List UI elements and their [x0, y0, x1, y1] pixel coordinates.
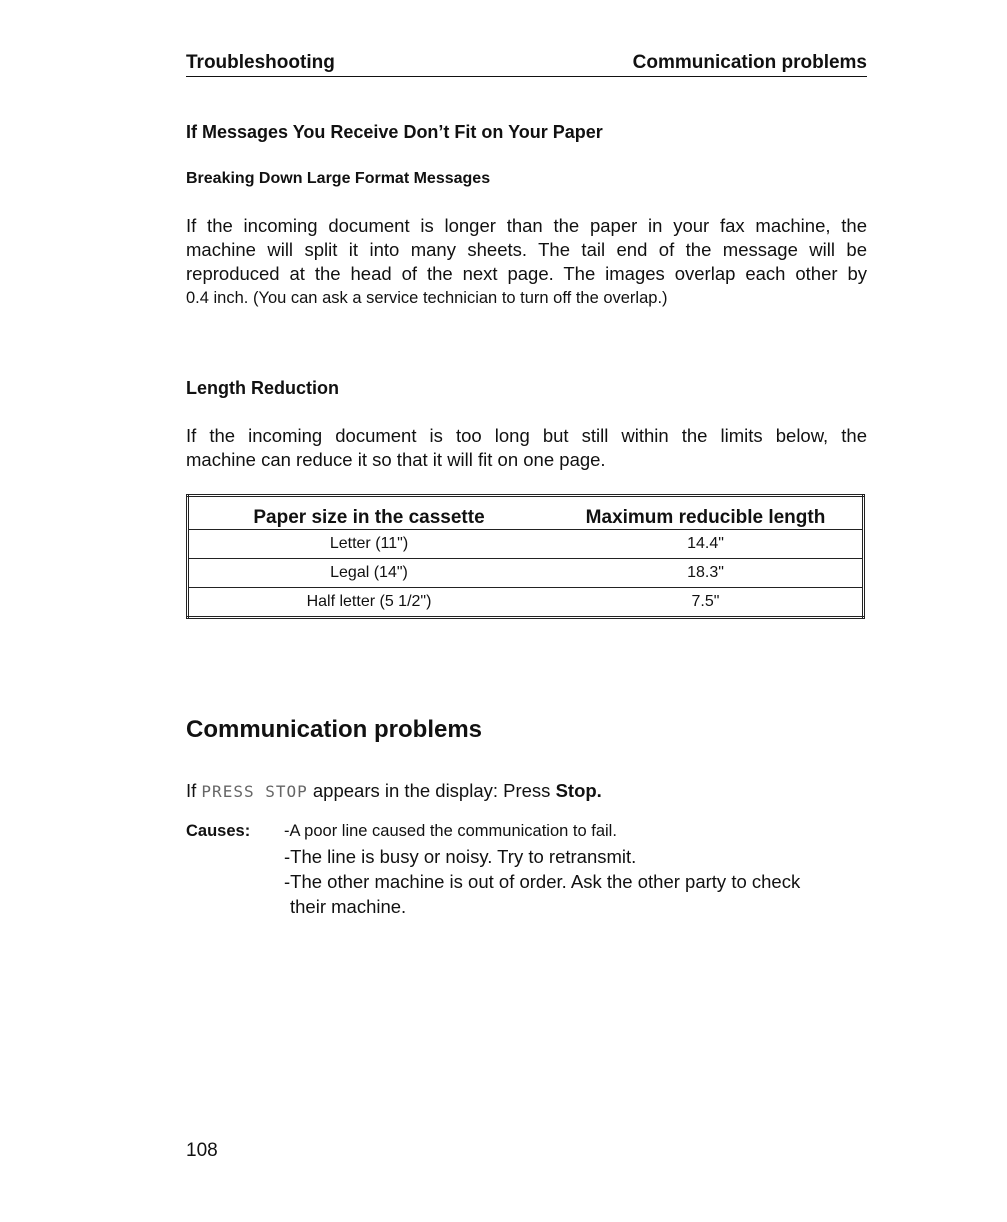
paragraph-line: If the incoming document is too long but still within the limits below, the	[186, 425, 867, 446]
section-title-paper-fit: If Messages You Receive Don’t Fit on Your Paper	[186, 122, 603, 142]
table-row	[188, 559, 864, 588]
paragraph-line: If the incoming document is longer than the paper in your fax machine, the	[186, 215, 867, 236]
causes-label: Causes:	[186, 822, 251, 840]
header-section: Communication problems	[632, 52, 867, 73]
cause-item: their machine.	[290, 896, 407, 917]
table-cell-max-length: 7.5"	[691, 593, 720, 610]
paragraph-length-reduction	[186, 424, 867, 472]
cause-item: -The line is busy or noisy. Try to retransmit.	[284, 846, 637, 867]
paragraph-line: machine can reduce it so that it will fit on one page.	[186, 449, 606, 470]
page-number: 108	[186, 1140, 218, 1161]
table-cell-paper-size: Letter (11")	[188, 530, 550, 559]
length-reduction-table	[186, 494, 865, 619]
intro-prefix: If	[186, 780, 197, 801]
paragraph-press-stop	[186, 779, 867, 804]
intro-middle: appears in the display: Press	[312, 780, 551, 801]
section-title-length-reduction: Length Reduction	[186, 378, 339, 398]
cause-item: -A poor line caused the communication to fail.	[284, 822, 617, 840]
paragraph-breaking-down	[186, 214, 867, 310]
cause-item: -The other machine is out of order. Ask the other party to check	[284, 871, 801, 892]
table-row	[188, 530, 864, 559]
table-cell-paper-size: Half letter (5 1/2")	[306, 593, 432, 610]
table-cell-paper-size: Legal (14")	[188, 559, 550, 588]
table-cell-max-length: 14.4"	[549, 530, 864, 559]
display-message: PRESS STOP	[201, 782, 308, 801]
stop-key-label: Stop.	[555, 780, 602, 801]
header-chapter: Troubleshooting	[186, 52, 335, 73]
column-header-paper-size: Paper size in the cassette	[188, 496, 550, 530]
subsection-title-breaking-down: Breaking Down Large Format Messages	[186, 170, 491, 187]
running-header	[186, 50, 867, 77]
paragraph-line: 0.4 inch. (You can ask a service technician to turn off the overlap.)	[186, 289, 668, 307]
table-cell-max-length: 18.3"	[549, 559, 864, 588]
table-row	[188, 588, 864, 618]
column-header-max-length: Maximum reducible length	[549, 496, 864, 530]
table-header-row	[188, 496, 864, 530]
section-title-communication-problems: Communication problems	[186, 716, 483, 743]
paragraph-line: reproduced at the head of the next page. The images overlap each other by	[186, 263, 867, 284]
paragraph-line: machine will split it into many sheets. The tail end of the message will be	[186, 239, 867, 260]
